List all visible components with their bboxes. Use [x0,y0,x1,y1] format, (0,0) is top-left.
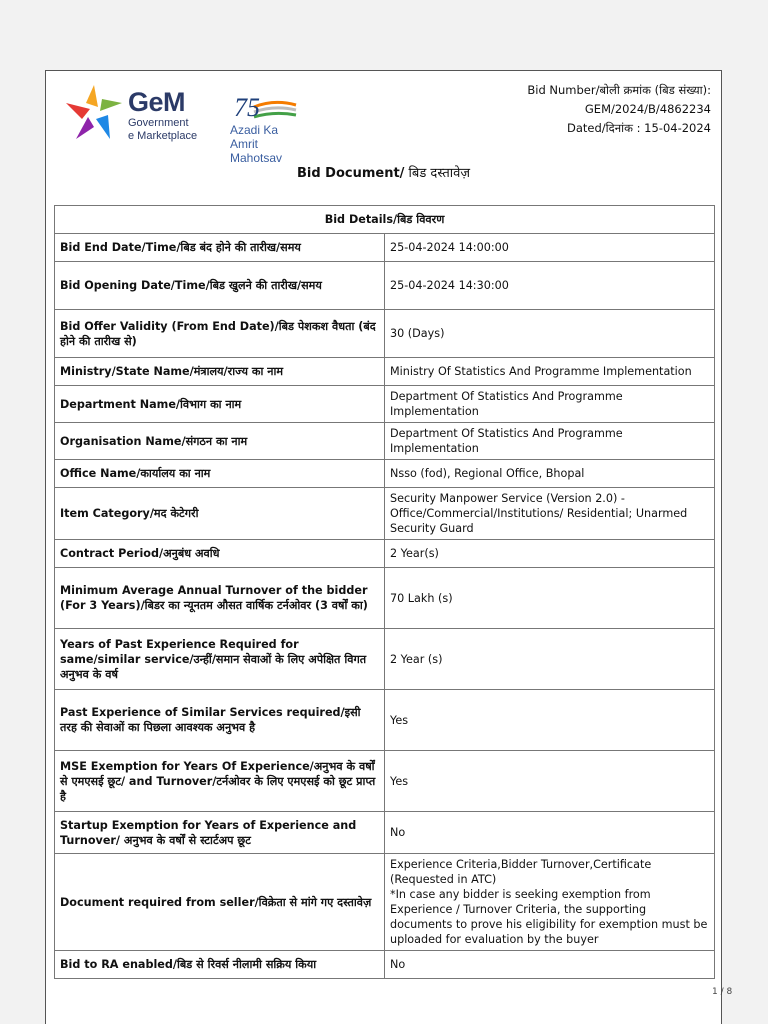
field-value: Department Of Statistics And Programme Implementation [385,386,715,423]
field-label: Bid to RA enabled/बिड से रिवर्स नीलामी सक्रिय किया [55,951,385,979]
field-value: 2 Year(s) [385,540,715,568]
gem-subtitle-1: Government [128,117,189,129]
header-logos [64,81,324,165]
field-value: Department Of Statistics And Programme Implementation [385,423,715,460]
field-value: 70 Lakh (s) [385,568,715,629]
table-row [55,951,715,979]
field-value: Ministry Of Statistics And Programme Implementation [385,358,715,386]
field-value: Yes [385,690,715,751]
field-label: Office Name/कार्यालय का नाम [55,460,385,488]
gem-star-logo-icon [64,83,124,141]
field-value: No [385,951,715,979]
table-row [55,358,715,386]
field-label: MSE Exemption for Years Of Experience/अनुभव के वर्षों से एमएसई छूट/ and Turnover/टर्नओवर के लिए एमएसई को छूट प्राप्त है [55,751,385,812]
table-row [55,488,715,540]
azadi-line-2: Amrit Mahotsav [230,137,283,165]
document-title-en: Bid Document/ [296,166,405,181]
table-row [55,854,715,951]
field-label: Past Experience of Similar Services required/इसी तरह की सेवाओं का पिछला आवश्यक अनुभव है [55,690,385,751]
table-row [55,568,715,629]
gem-name: GeM [128,87,186,117]
field-label: Startup Exemption for Years of Experience and Turnover/ अनुभव के वर्षों से स्टार्टअप छूट [55,812,385,854]
dated-value: : 15-04-2024 [636,121,711,135]
field-label: Ministry/State Name/मंत्रालय/राज्य का नाम [55,358,385,386]
table-row [55,751,715,812]
table-row [55,812,715,854]
table-row [55,234,715,262]
field-value: 25-04-2024 14:30:00 [385,262,715,310]
field-value: Nsso (fod), Regional Office, Bhopal [385,460,715,488]
dated-label: Dated/दिनांक [567,121,633,135]
field-label: Item Category/मद केटेगरी [55,488,385,540]
document-page [45,70,722,1024]
field-label: Contract Period/अनुबंध अवधि [55,540,385,568]
table-row [55,540,715,568]
field-label: Document required from seller/विक्रेता से मांगे गए दस्तावेज़ [55,854,385,951]
field-value: 25-04-2024 14:00:00 [385,234,715,262]
field-label: Department Name/विभाग का नाम [55,386,385,423]
table-row [55,460,715,488]
field-value: 30 (Days) [385,310,715,358]
field-value: Experience Criteria,Bidder Turnover,Certificate (Requested in ATC) *In case any bidder is seeking exemption from Experience / Turnover Criteria, the supporting documents to prove his eligibility for exemption must be uploaded for evaluation by the buyer [385,854,715,951]
table-header-row [55,206,715,234]
field-label: Organisation Name/संगठन का नाम [55,423,385,460]
table-row [55,629,715,690]
document-title-hi: बिड दस्तावेज़ [404,166,471,181]
field-label: Minimum Average Annual Turnover of the bidder (For 3 Years)/बिडर का न्यूनतम औसत वार्षिक टर्नओवर (3 वर्षों का) [55,568,385,629]
bid-number-value: GEM/2024/B/4862234 [584,102,711,116]
field-value: 2 Year (s) [385,629,715,690]
gem-subtitle-2: e Marketplace [128,130,198,142]
field-value: Yes [385,751,715,812]
table-row [55,262,715,310]
field-value: No [385,812,715,854]
table-header: Bid Details/बिड विवरण [55,206,715,234]
azadi-line-1: Azadi Ka [230,123,279,137]
field-label: Bid Opening Date/Time/बिड खुलने की तारीख/समय [55,262,385,310]
field-value: Security Manpower Service (Version 2.0) - Office/Commercial/Institutions/ Residential; Unarmed Security Guard [385,488,715,540]
document-title [46,163,721,181]
azadi-75: 75 [234,93,260,122]
field-label: Bid End Date/Time/बिड बंद होने की तारीख/समय [55,234,385,262]
table-row [55,423,715,460]
table-row [55,690,715,751]
table-row [55,310,715,358]
gem-wordmark [128,89,197,142]
table-body [55,234,715,979]
azadi-ka-amrit-mahotsav-logo [214,89,304,165]
table-row [55,386,715,423]
bid-details-table [54,205,715,979]
field-label: Years of Past Experience Required for same/similar service/उन्हीं/समान सेवाओं के लिए अपेक्षित विगत अनुभव के वर्ष [55,629,385,690]
field-label: Bid Offer Validity (From End Date)/बिड पेशकश वैधता (बंद होने की तारीख से) [55,310,385,358]
dated-line [527,119,711,138]
bid-number-label: Bid Number/बोली क्रमांक (बिड संख्या): [527,83,711,97]
bid-info-block [527,81,711,138]
page-number: 1 / 8 [712,987,733,997]
